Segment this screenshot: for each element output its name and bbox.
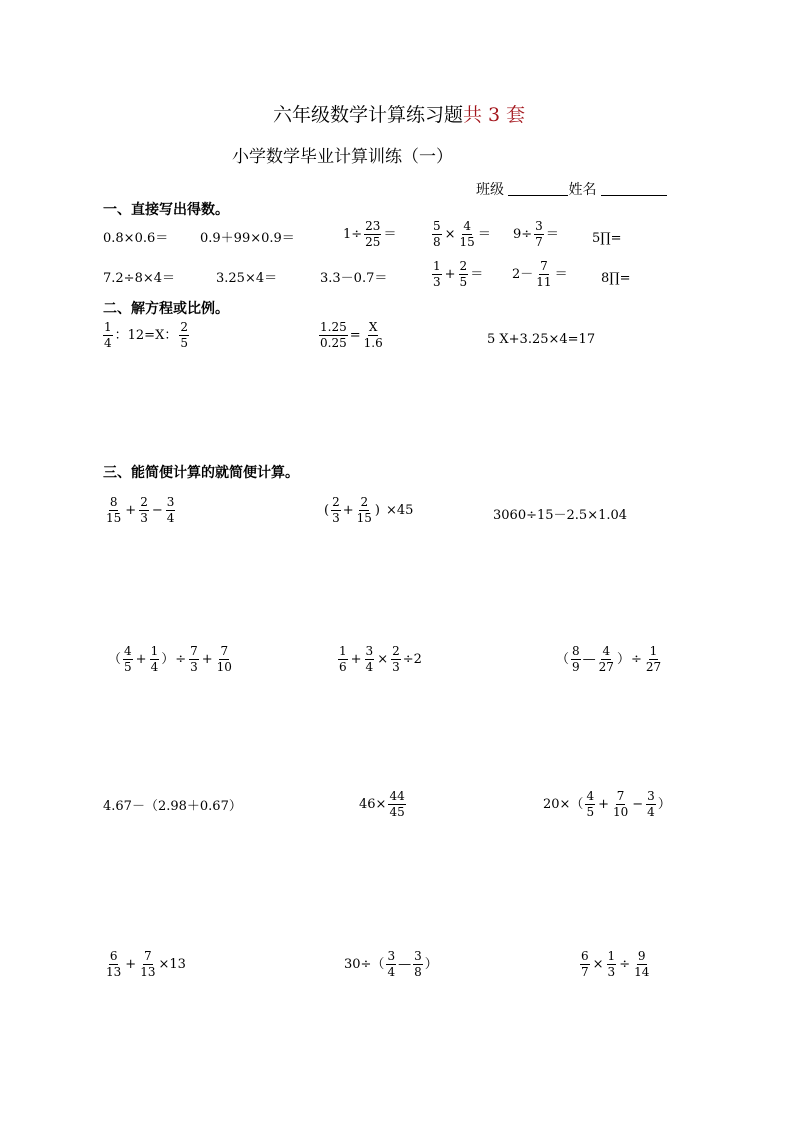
numerator: 1.25 [320,320,347,334]
numerator: 9 [637,949,646,963]
s3-p11 [344,950,438,978]
expression-text: 20×（ [543,796,584,812]
fraction [365,645,375,673]
s1-r2-e [512,260,568,288]
denominator: 5 [586,804,595,819]
fraction [105,950,122,978]
fraction [388,790,405,818]
expression-text: + [342,502,354,518]
operator: ÷ [619,956,631,972]
denominator: 5 [124,659,132,674]
expression-text: ) [374,502,380,518]
fraction [585,790,595,818]
expression-text: ＝ [554,266,568,282]
s1-r1-f: 5∏= [592,231,622,246]
s1-r2-a: 7.2÷8×4＝ [103,271,176,286]
fraction [580,950,590,978]
expression-text: ：12=X： [114,327,178,343]
fraction [139,950,156,978]
fraction [534,220,544,248]
fraction [645,645,662,673]
denominator: 3 [332,510,340,525]
denominator: 4 [166,510,175,525]
denominator: 15 [459,234,475,249]
s1-r2-b: 3.25×4＝ [216,271,278,286]
s1-r2-f: 8∏= [601,271,631,286]
denominator: 3 [140,510,148,525]
s2-eq1 [101,321,191,349]
s3-p1 [103,496,177,524]
denominator: 8 [433,234,441,249]
expression-text: ） [424,956,438,972]
denominator: 7 [535,234,543,249]
numerator: 1 [150,644,159,658]
numerator: 3 [647,789,655,803]
denominator: 3 [392,659,400,674]
fraction [105,496,122,524]
fraction [331,496,341,524]
operator: ÷ [630,651,642,667]
expression-text: ＝ [545,226,559,242]
denominator: 10 [612,804,629,819]
denominator: 4 [150,659,159,674]
fraction [612,790,629,818]
fraction [535,260,552,288]
expression-text: ） [657,796,671,812]
subtitle: 小学数学毕业计算训练（一） [232,147,453,167]
denominator: 45 [389,804,405,819]
numerator: 7 [144,949,152,963]
s1-r1-e [513,220,559,248]
expression-text: 9÷ [513,226,533,242]
s3-p10 [103,950,186,978]
fraction [338,645,348,673]
denominator: 3 [433,274,441,289]
operator: ÷ [175,651,187,667]
denominator: 11 [536,274,552,289]
s1-r1-a: 0.8×0.6＝ [103,231,169,246]
fraction [432,260,442,288]
denominator: 27 [645,659,662,674]
expression-text: ） [161,651,175,667]
expression-text: ＝ [477,226,491,242]
numerator: 5 [433,219,441,233]
denominator: 8 [414,964,422,979]
numerator: 7 [616,789,625,803]
operator: + [444,266,456,282]
s3-p4 [108,645,235,673]
fraction [571,645,581,673]
expression-text: （ [556,651,570,667]
numerator: 1 [649,644,658,658]
fraction [216,645,233,673]
numerator: 4 [602,644,611,658]
operator: + [201,651,213,667]
name-blank[interactable] [601,181,667,196]
numerator: 7 [540,259,548,273]
denominator: 13 [106,964,122,979]
s3-p7: 4.67－（2.98＋0.67） [103,799,242,814]
fraction [459,220,476,248]
name-label: 姓名 [568,182,597,198]
denominator: 15 [106,510,122,525]
s3-p5 [336,645,422,673]
numerator: 2 [140,495,148,509]
operator: + [125,502,137,518]
fraction [432,220,442,248]
class-label: 班级 [476,182,504,198]
denominator: 27 [598,659,614,674]
operator: + [125,956,137,972]
s1-r1-b: 0.9＋99×0.9＝ [200,231,295,246]
title-accent: 共 3 套 [463,104,526,126]
denominator: 3 [607,964,616,979]
section1-heading: 一、直接写出得数。 [103,202,229,218]
fraction [364,220,381,248]
numerator: 2 [392,644,400,658]
fraction [633,950,650,978]
fraction [150,645,160,673]
fraction [646,790,656,818]
numerator: 1 [607,949,616,963]
s3-p2 [324,496,413,524]
fraction [319,321,348,349]
s3-p6 [556,645,664,673]
numerator: 4 [124,644,132,658]
page-title [273,106,525,125]
operator: + [135,651,147,667]
numerator: 7 [190,644,198,658]
s2-eq2 [317,321,386,349]
numerator: 2 [459,259,468,273]
expression-text: — [398,956,412,972]
numerator: 4 [586,789,595,803]
s3-p9 [543,790,671,818]
s3-p12 [578,950,652,978]
expression-text: 30÷（ [344,956,385,972]
numerator: X [368,320,378,334]
fraction [607,950,617,978]
numerator: 44 [389,789,405,803]
denominator: 13 [140,964,156,979]
fraction [166,496,176,524]
numerator: 7 [220,644,229,658]
numerator: 2 [360,495,369,509]
fraction [356,496,373,524]
denominator: 7 [581,964,589,979]
s1-r2-c: 3.3－0.7＝ [320,271,388,286]
s3-p8 [359,790,408,818]
fraction [179,321,189,349]
denominator: 4 [647,804,655,819]
fraction [103,321,113,349]
operator: × [377,651,389,667]
fraction [123,645,133,673]
section3-heading: 三、能简便计算的就简便计算。 [103,465,299,481]
expression-text: 2－ [512,266,534,282]
denominator: 4 [387,964,396,979]
operator: × [592,956,604,972]
expression-text: ÷2 [402,651,422,667]
operator: − [632,796,644,812]
expression-text: ＝ [383,226,397,242]
denominator: 9 [572,659,580,674]
numerator: 8 [109,495,118,509]
denominator: 15 [356,510,372,525]
expression-text: ( [324,502,330,518]
numerator: 2 [332,495,340,509]
expression-text: — [582,651,596,667]
denominator: 0.25 [320,335,347,350]
class-blank[interactable] [508,181,568,196]
fraction [189,645,199,673]
s2-eq3: 5 X+3.25×4=17 [487,332,596,347]
numerator: 4 [463,219,471,233]
fraction [459,260,469,288]
student-info [476,181,667,197]
numerator: 3 [535,219,543,233]
s1-r2-d [430,260,483,288]
numerator: 3 [365,644,374,658]
denominator: 5 [459,274,468,289]
operator: + [350,651,362,667]
expression-text: （ [108,651,122,667]
denominator: 1.6 [363,335,383,350]
s3-p3: 3060÷15－2.5×1.04 [493,508,628,523]
numerator: 6 [581,949,589,963]
fraction [139,496,149,524]
expression-text: ） [616,651,630,667]
numerator: 3 [387,949,396,963]
denominator: 3 [190,659,198,674]
fraction [598,645,615,673]
denominator: 4 [365,659,374,674]
expression-text: = [349,327,361,343]
denominator: 5 [180,335,188,350]
numerator: 1 [104,320,112,334]
operator: + [598,796,609,812]
numerator: 23 [365,219,381,233]
numerator: 6 [109,949,118,963]
operator: × [444,226,456,242]
numerator: 1 [433,259,441,273]
denominator: 6 [339,659,347,674]
expression-text: ×13 [158,956,186,972]
numerator: 1 [339,644,347,658]
expression-text: ＝ [470,266,484,282]
operator: − [151,502,163,518]
fraction [391,645,401,673]
denominator: 4 [104,335,112,350]
numerator: 2 [180,320,188,334]
section2-heading: 二、解方程或比例。 [103,301,229,317]
expression-text: 46× [359,796,387,812]
numerator: 3 [414,949,422,963]
denominator: 10 [216,659,232,674]
numerator: 8 [572,644,580,658]
fraction [363,321,384,349]
numerator: 3 [166,495,175,509]
fraction [413,950,423,978]
denominator: 25 [365,234,381,249]
s1-r1-d [430,220,491,248]
denominator: 14 [634,964,650,979]
fraction [386,950,396,978]
expression-text: ×45 [385,502,414,518]
s1-r1-c [343,220,396,248]
expression-text: 1÷ [343,226,363,242]
title-main: 六年级数学计算练习题 [273,104,464,126]
